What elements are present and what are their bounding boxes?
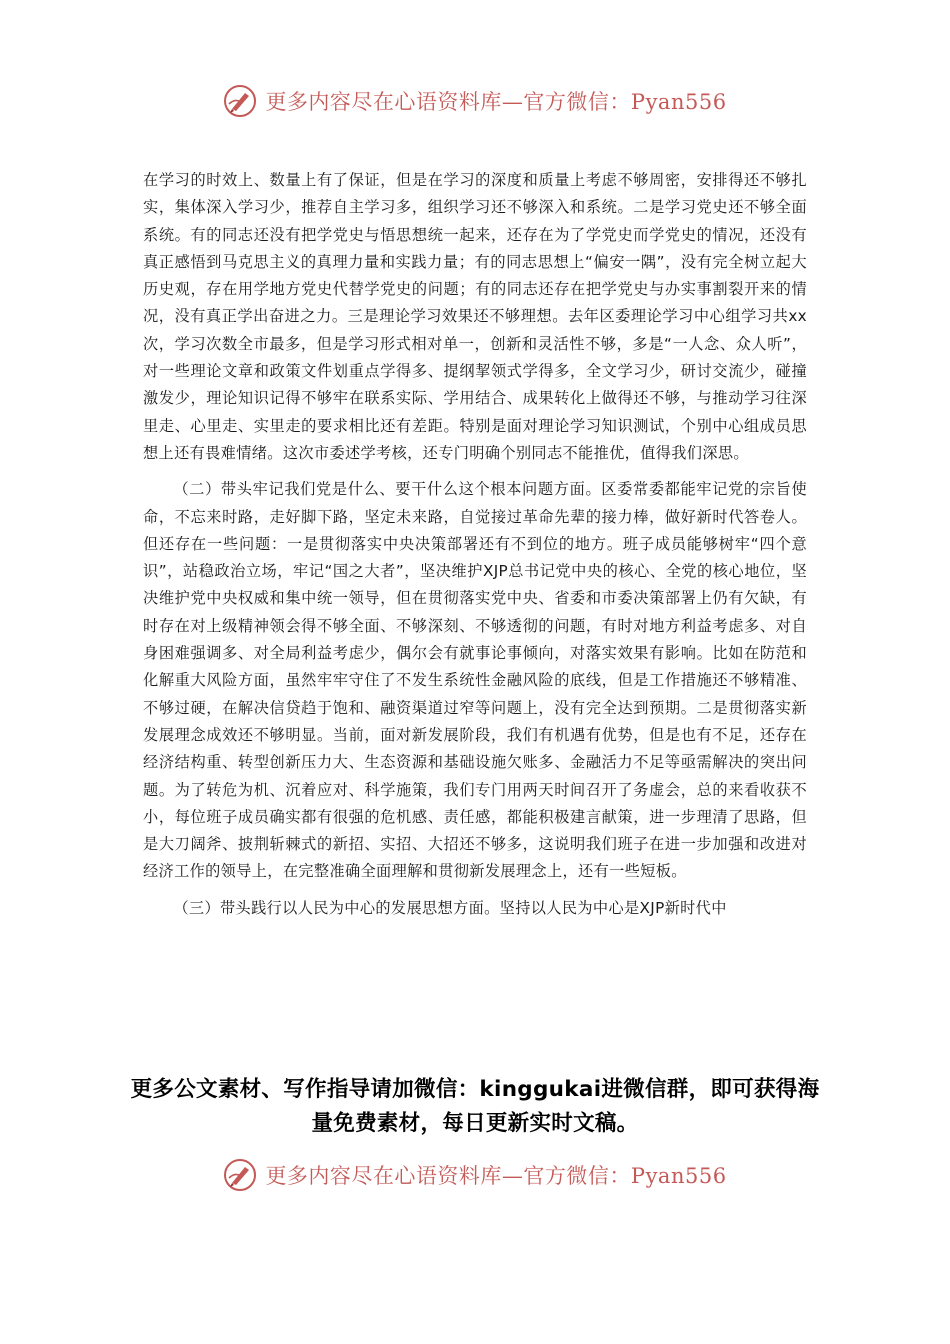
body-paragraph-2: （二）带头牢记我们党是什么、要干什么这个根本问题方面。区委常委都能牢记党的宗旨使命，不忘来时路，走好脚下路，坚定未来路，自觉接过革命先辈的接力棒，做好新时代答卷人。但还存在一些问题：一是贯彻落实中央决策部署还有不到位的地方。班子成员能够树牢“四个意识”，站稳政治立场，牢记“国之大者”，坚决维护XJP总书记党中央的核心、全党的核心地位，坚决维护党中央权威和集中统一领导，但在贯彻落实党中央、省委和市委决策部署上仍有欠缺，有时存在对上级精神领会得不够全面、不够深刻、不够透彻的问题，有时对地方利益考虑多、对自身困难强调多、对全局利益考虑少，偶尔会有就事论事倾向，对落实效果有影响。比如在防范和化解重大风险方面，虽然牢牢守住了不发生系统性金融风险的底线，但是工作措施还不够精准、不够过硬，在解决信贷趋于饱和、融资渠道过窄等问题上，没有完全达到预期。二是贯彻落实新发展理念成效还不够明显。当前，面对新发展阶段，我们有机遇有优势，但是也有不足，还存在经济结构重、转型创新压力大、生态资源和基础设施欠账多、金融活力不足等亟需解决的突出问题。为了转危为机、沉着应对、科学施策，我们专门用两天时间召开了务虚会，总的来看收获不小，每位班子成员确实都有很强的危机感、责任感，都能积极建言献策，进一步理清了思路，但是大刀阔斧、披荆斩棘式的新招、实招、大招还不够多，这说明我们班子在进一步加强和改进对经济工作的领导上，在完整准确全面理解和贯彻新发展理念上，还有一些短板。 bbox=[143, 480, 807, 881]
footer-watermark-text: 更多内容尽在心语资料库—官方微信：Pyan556 bbox=[265, 1164, 727, 1188]
body-paragraph-3: （三）带头践行以人民为中心的发展思想方面。坚持以人民为中心是XJP新时代中 bbox=[173, 898, 727, 917]
header-watermark bbox=[0, 84, 950, 118]
footer-watermark bbox=[0, 1158, 950, 1192]
header-watermark-text: 更多内容尽在心语资料库—官方微信：Pyan556 bbox=[265, 90, 727, 114]
pen-nib-icon bbox=[223, 1158, 257, 1192]
promo-banner: 更多公文素材、写作指导请加微信：kinggukai进微信群，即可获得海量免费素材，每日更新实时文稿。 bbox=[130, 1077, 820, 1136]
pen-nib-icon bbox=[223, 84, 257, 118]
body-paragraph-1: 在学习的时效上、数量上有了保证，但是在学习的深度和质量上考虑不够周密，安排得还不够扎实，集体深入学习少，推荐自主学习多，组织学习还不够深入和系统。二是学习党史还不够全面系统。有的同志还没有把学党史与悟思想统一起来，还存在为了学党史而学党史的情况，还没有真正感悟到马克思主义的真理力量和实践力量；有的同志思想上“偏安一隅”，没有完全树立起大历史观，存在用学地方党史代替学党史的问题；有的同志还存在把学党史与办实事割裂开来的情况，没有真正学出奋进之力。三是理论学习效果还不够理想。去年区委理论学习中心组学习共xx次，学习次数全市最多，但是学习形式相对单一，创新和灵活性不够，多是“一人念、众人听”，对一些理论文章和政策文件划重点学得多、提纲挈领式学得多，全文学习少，研讨交流少，碰撞激发少，理论知识记得不够牢在联系实际、学用结合、成果转化上做得还不够，与推动学习往深里走、心里走、实里走的要求相比还有差距。特别是面对理论学习知识测试，个别中心组成员思想上还有畏难情绪。这次市委述学考核，还专门明确个别同志不能推优，值得我们深思。 bbox=[143, 171, 807, 462]
document-body bbox=[143, 167, 807, 922]
